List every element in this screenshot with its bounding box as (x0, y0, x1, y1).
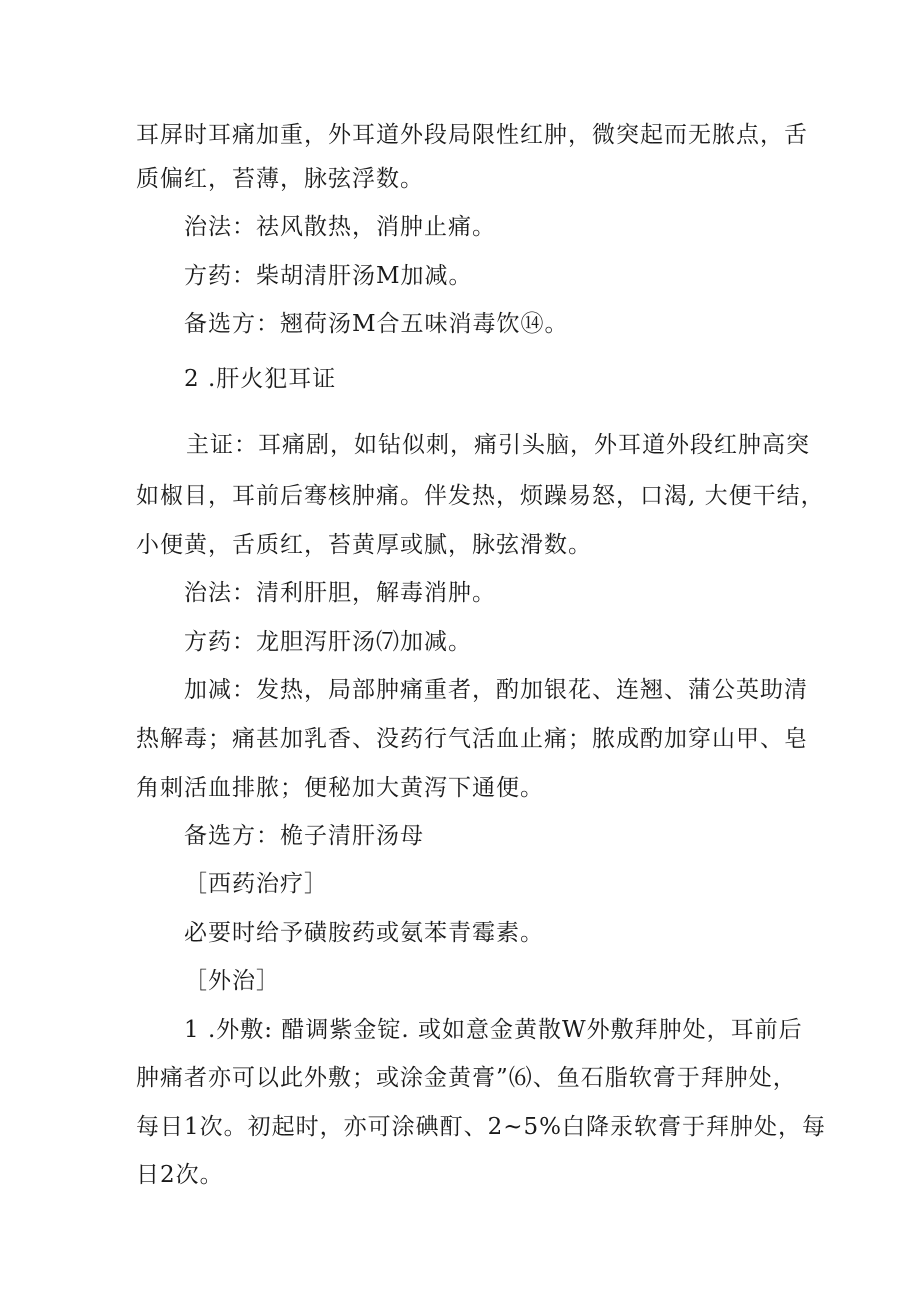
paragraph-line: 备选方：翘荷汤M合五味消毒饮⑭。 (184, 311, 569, 337)
paragraph-line: 角刺活血排脓；便秘加大黄泻下通便。 (136, 775, 544, 801)
paragraph-line: 治法：清利肝胆，解毒消肿。 (184, 580, 496, 606)
paragraph-line: 备选方：桅子清肝汤母 (184, 823, 424, 849)
paragraph-line: 每日1次。初起时，亦可涂碘酊、2~5%白降汞软膏于拜肿处，每 (136, 1114, 827, 1140)
paragraph-line: 热解毒；痛甚加乳香、没药行气活血止痛；脓成酌加穿山甲、皂 (136, 726, 808, 752)
paragraph-line: 日2次。 (136, 1162, 224, 1188)
paragraph-line: 1 .外敷: 醋调紫金锭. 或如意金黄散W外敷拜肿处，耳前后 (184, 1017, 803, 1043)
paragraph-line: 方药：龙胆泻肝汤⑺加减。 (184, 629, 472, 655)
paragraph-line: 加减：发热，局部肿痛重者，酌加银花、连翘、蒲公英助清 (184, 677, 808, 703)
paragraph-line: 主证：耳痛剧，如钻似刺，痛引头脑，外耳道外段红肿高突 (186, 432, 810, 458)
section-heading: ［西药治疗］ (184, 871, 328, 897)
section-heading: ［外治］ (184, 968, 280, 994)
paragraph-line: 必要时给予磺胺药或氨苯青霉素。 (184, 920, 544, 946)
paragraph-line: 耳屏时耳痛加重，外耳道外段局限性红肿，微突起而无脓点，舌 (136, 122, 808, 148)
paragraph-line: 方药：柴胡清肝汤M加减。 (184, 263, 473, 289)
paragraph-line: 质偏红，苔薄，脉弦浮数。 (136, 166, 424, 192)
paragraph-line: 如椒目，耳前后骞核肿痛。伴发热，烦躁易怒，口渴, 大便干结， (136, 483, 825, 509)
paragraph-line: 治法：祛风散热，消肿止痛。 (184, 214, 496, 240)
paragraph-line: 小便黄，舌质红，苔黄厚或腻，脉弦滑数。 (136, 532, 592, 558)
paragraph-line: 肿痛者亦可以此外敷；或涂金黄膏”⑹、鱼石脂软膏于拜肿处， (136, 1065, 797, 1091)
section-heading: 2 .肝火犯耳证 (184, 366, 337, 392)
